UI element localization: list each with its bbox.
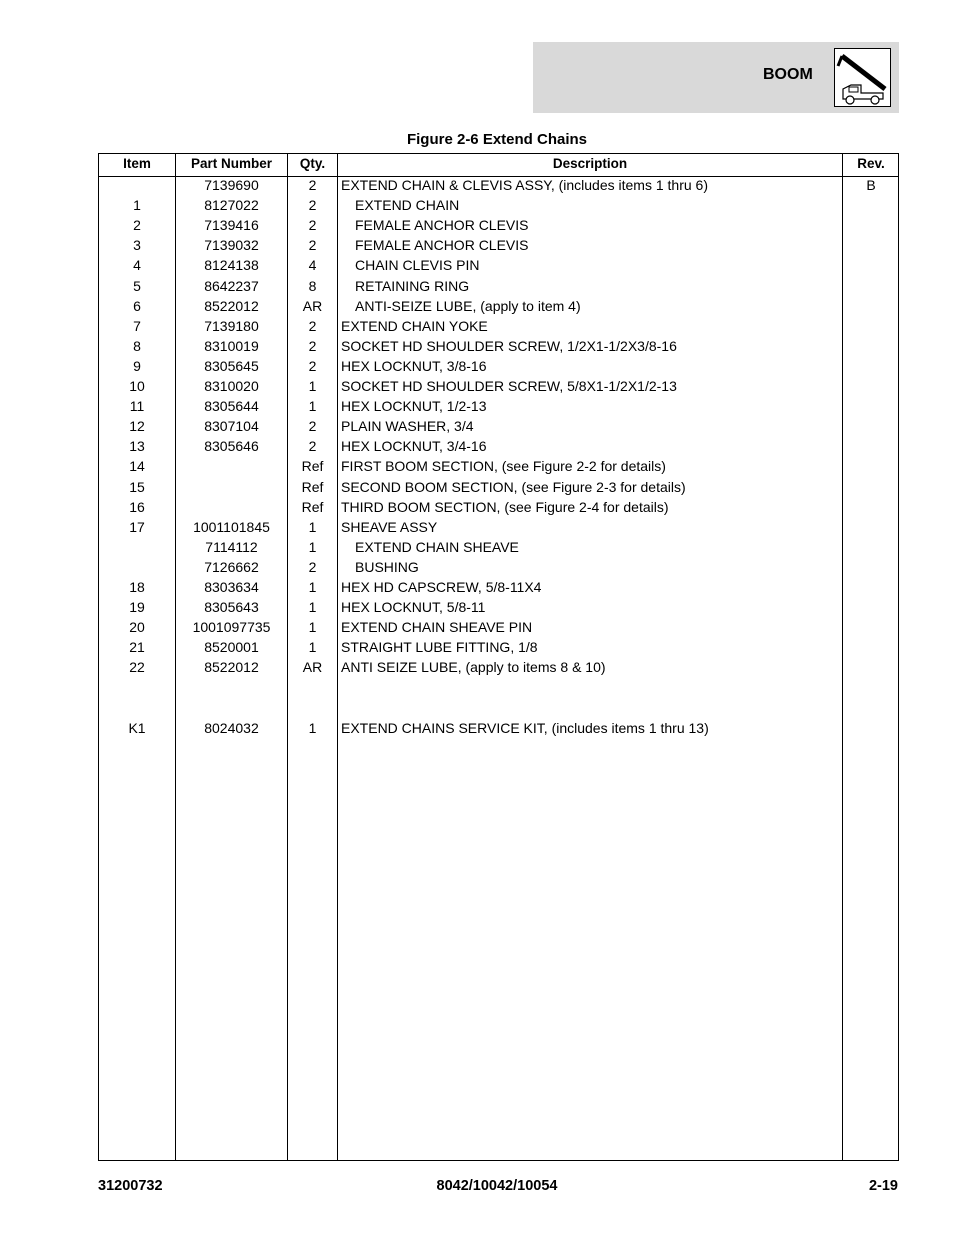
- description-cell: STRAIGHT LUBE FITTING, 1/8: [341, 639, 538, 656]
- table-row: [99, 678, 898, 698]
- description-cell: FEMALE ANCHOR CLEVIS: [355, 237, 529, 254]
- part-number-cell: 7139180: [204, 317, 259, 334]
- qty-cell: 1: [308, 639, 317, 656]
- description-cell: SHEAVE ASSY: [341, 518, 438, 535]
- rev-cell: [843, 376, 899, 396]
- item-cell: 6: [133, 297, 141, 314]
- part-number-cell: 8303634: [204, 579, 259, 595]
- table-row: [99, 396, 898, 416]
- rev-cell: [843, 316, 899, 336]
- rev-cell: [843, 336, 899, 356]
- qty-cell: 1: [308, 398, 317, 415]
- part-number-cell: 8127022: [204, 197, 259, 214]
- qty-cell: 2: [308, 418, 317, 435]
- description-cell: EXTEND CHAINS SERVICE KIT, (includes items 1 thru 13): [341, 719, 709, 736]
- table-row: [99, 617, 898, 637]
- rev-cell: [843, 456, 899, 476]
- qty-cell: 1: [308, 518, 317, 535]
- rev-cell: [843, 396, 899, 416]
- rev-cell: [843, 235, 899, 255]
- table-row: [99, 175, 898, 195]
- description-cell: SOCKET HD SHOULDER SCREW, 1/2X1-1/2X3/8-16: [341, 337, 677, 354]
- model-numbers: [0, 1178, 954, 1194]
- part-number-cell: [176, 497, 287, 517]
- qty-cell: [288, 698, 337, 718]
- table-row: [99, 557, 898, 577]
- rev-cell: [843, 718, 899, 738]
- item-cell: [99, 678, 175, 698]
- qty-cell: 1: [308, 719, 317, 736]
- part-number-cell: 8024032: [204, 719, 259, 736]
- rev-cell: [843, 195, 899, 215]
- item-cell: 2: [133, 217, 141, 234]
- qty-cell: Ref: [301, 458, 324, 475]
- item-cell: 16: [129, 498, 145, 515]
- description-cell: EXTEND CHAIN SHEAVE PIN: [341, 619, 533, 636]
- description-cell: FEMALE ANCHOR CLEVIS: [355, 217, 529, 234]
- section-header: [533, 42, 899, 113]
- qty-cell: 2: [308, 197, 317, 214]
- rev-cell: [843, 657, 899, 677]
- item-cell: 9: [133, 357, 141, 374]
- qty-cell: AR: [302, 297, 323, 314]
- qty-cell: 4: [308, 257, 317, 274]
- qty-cell: 2: [308, 337, 317, 354]
- part-number-cell: 1001097735: [192, 619, 271, 636]
- description-cell: EXTEND CHAIN SHEAVE: [355, 538, 519, 555]
- item-cell: 10: [129, 378, 145, 394]
- description-cell: FIRST BOOM SECTION, (see Figure 2-2 for details): [341, 458, 666, 475]
- qty-cell: 2: [308, 438, 317, 455]
- item-cell: 11: [129, 398, 145, 415]
- column-header-rev: Rev.: [857, 156, 885, 171]
- description-cell: HEX HD CAPSCREW, 5/8-11X4: [341, 579, 542, 595]
- page-number: 2-19: [868, 1178, 898, 1194]
- table-row: [99, 718, 898, 738]
- description-cell: HEX LOCKNUT, 1/2-13: [341, 398, 487, 415]
- part-number-cell: 7139690: [204, 177, 259, 193]
- qty-cell: Ref: [301, 478, 324, 495]
- description-cell: HEX LOCKNUT, 3/8-16: [341, 357, 487, 374]
- item-cell: 17: [129, 518, 145, 535]
- part-number-cell: 1001101845: [193, 518, 270, 535]
- item-cell: [99, 557, 175, 577]
- rev-cell: [843, 497, 899, 517]
- table-row: [99, 235, 898, 255]
- column-header-part-number: Part Number: [190, 156, 273, 171]
- table-row: [99, 276, 898, 296]
- part-number-cell: 8520001: [204, 639, 259, 656]
- item-cell: 20: [129, 619, 145, 636]
- column-header-description: Description: [552, 156, 628, 171]
- rev-cell: [843, 436, 899, 456]
- part-number-cell: 7139032: [204, 237, 259, 254]
- rev-cell: [843, 276, 899, 296]
- qty-cell: 1: [308, 538, 317, 555]
- item-cell: 7: [133, 317, 141, 334]
- part-number-cell: 8522012: [204, 659, 259, 676]
- item-cell: [99, 537, 175, 557]
- qty-cell: 2: [308, 357, 317, 374]
- doc-number: 31200732: [98, 1178, 163, 1194]
- part-number-cell: 8310020: [204, 378, 259, 394]
- table-row: [99, 416, 898, 436]
- part-number-cell: [176, 698, 287, 718]
- part-number-cell: 7139416: [204, 217, 259, 234]
- figure-title: [0, 131, 954, 148]
- table-row: [99, 477, 898, 497]
- description-cell: HEX LOCKNUT, 3/4-16: [341, 438, 487, 455]
- description-cell: [341, 678, 841, 698]
- parts-table: [98, 153, 899, 1161]
- description-cell: CHAIN CLEVIS PIN: [355, 257, 480, 274]
- rev-cell: [843, 255, 899, 275]
- part-number-cell: 8124138: [204, 257, 259, 274]
- rev-cell: [843, 517, 899, 537]
- table-row: [99, 537, 898, 557]
- table-row: [99, 577, 898, 597]
- item-cell: 13: [129, 438, 145, 455]
- part-number-cell: [176, 678, 287, 698]
- figure-title-text: Figure 2-6 Extend Chains: [406, 131, 588, 148]
- table-row: [99, 215, 898, 235]
- rev-cell: [843, 477, 899, 497]
- column-header-qty: Qty.: [299, 156, 326, 171]
- table-row: [99, 296, 898, 316]
- item-cell: 8: [133, 337, 141, 354]
- rev-cell: [843, 296, 899, 316]
- column-header-item: Item: [123, 156, 151, 171]
- qty-cell: 1: [308, 579, 317, 595]
- qty-cell: 1: [308, 599, 317, 616]
- part-number-cell: 8305646: [204, 438, 259, 455]
- rev-cell: [843, 537, 899, 557]
- part-number-cell: 8305643: [204, 599, 259, 616]
- rev-cell: [843, 597, 899, 617]
- description-cell: ANTI SEIZE LUBE, (apply to items 8 & 10): [341, 659, 606, 676]
- part-number-cell: [176, 456, 287, 476]
- table-row: [99, 456, 898, 476]
- rev-cell: B: [866, 177, 876, 193]
- table-row: [99, 497, 898, 517]
- table-row: [99, 336, 898, 356]
- description-cell: THIRD BOOM SECTION, (see Figure 2-4 for details): [341, 498, 669, 515]
- qty-cell: 2: [308, 217, 317, 234]
- rev-cell: [843, 637, 899, 657]
- table-row: [99, 597, 898, 617]
- qty-cell: 1: [308, 619, 317, 636]
- item-cell: 19: [129, 599, 145, 616]
- rev-cell: [843, 678, 899, 698]
- table-row: [99, 376, 898, 396]
- part-number-cell: 8305645: [204, 357, 259, 374]
- table-row: [99, 657, 898, 677]
- description-cell: ANTI-SEIZE LUBE, (apply to item 4): [355, 297, 581, 314]
- item-cell: 14: [129, 458, 145, 475]
- qty-cell: [288, 678, 337, 698]
- rev-cell: [843, 416, 899, 436]
- rev-cell: [843, 617, 899, 637]
- description-cell: BUSHING: [355, 558, 419, 575]
- rev-cell: [843, 698, 899, 718]
- part-number-cell: 8310019: [204, 337, 259, 354]
- item-cell: 18: [129, 579, 145, 595]
- part-number-cell: [176, 477, 287, 497]
- table-row: [99, 195, 898, 215]
- item-cell: 3: [133, 237, 141, 254]
- item-cell: 1: [133, 197, 141, 214]
- table-row: [99, 698, 898, 718]
- description-cell: PLAIN WASHER, 3/4: [341, 418, 474, 435]
- description-cell: EXTEND CHAIN & CLEVIS ASSY, (includes items 1 thru 6): [341, 177, 708, 193]
- part-number-cell: 7114112: [205, 538, 258, 555]
- qty-cell: 8: [308, 277, 317, 294]
- qty-cell: 2: [308, 317, 317, 334]
- table-row: [99, 356, 898, 376]
- rev-cell: [843, 215, 899, 235]
- description-cell: SOCKET HD SHOULDER SCREW, 5/8X1-1/2X1/2-13: [341, 378, 677, 394]
- qty-cell: AR: [302, 659, 323, 676]
- rev-cell: [843, 356, 899, 376]
- part-number-cell: 7126662: [204, 558, 259, 575]
- rev-cell: [843, 557, 899, 577]
- item-cell: [99, 175, 175, 195]
- qty-cell: 2: [308, 237, 317, 254]
- table-row: [99, 436, 898, 456]
- qty-cell: 2: [308, 177, 317, 193]
- description-cell: SECOND BOOM SECTION, (see Figure 2-3 for details): [341, 478, 686, 495]
- description-cell: RETAINING RING: [355, 277, 470, 294]
- part-number-cell: 8522012: [204, 297, 259, 314]
- description-cell: EXTEND CHAIN: [355, 197, 460, 214]
- item-cell: 15: [129, 478, 145, 495]
- item-cell: 12: [129, 418, 145, 435]
- qty-cell: Ref: [301, 498, 324, 515]
- item-cell: 4: [133, 257, 141, 274]
- description-cell: HEX LOCKNUT, 5/8-11: [341, 599, 486, 616]
- part-number-cell: 8307104: [204, 418, 259, 435]
- section-title: BOOM: [763, 66, 813, 83]
- qty-cell: 1: [308, 378, 317, 394]
- description-cell: [341, 698, 841, 718]
- qty-cell: 2: [308, 558, 317, 575]
- model-numbers-text: 8042/10042/10054: [436, 1178, 558, 1194]
- boom-truck-icon: [834, 48, 891, 107]
- item-cell: [99, 698, 175, 718]
- part-number-cell: 8642237: [204, 277, 259, 294]
- item-cell: K1: [128, 719, 146, 736]
- part-number-cell: 8305644: [204, 398, 259, 415]
- table-row: [99, 255, 898, 275]
- rev-cell: [843, 577, 899, 597]
- item-cell: 22: [129, 659, 145, 676]
- description-cell: EXTEND CHAIN YOKE: [341, 317, 488, 334]
- table-row: [99, 517, 898, 537]
- table-row: [99, 637, 898, 657]
- table-row: [99, 316, 898, 336]
- item-cell: 5: [133, 277, 141, 294]
- item-cell: 21: [129, 639, 145, 656]
